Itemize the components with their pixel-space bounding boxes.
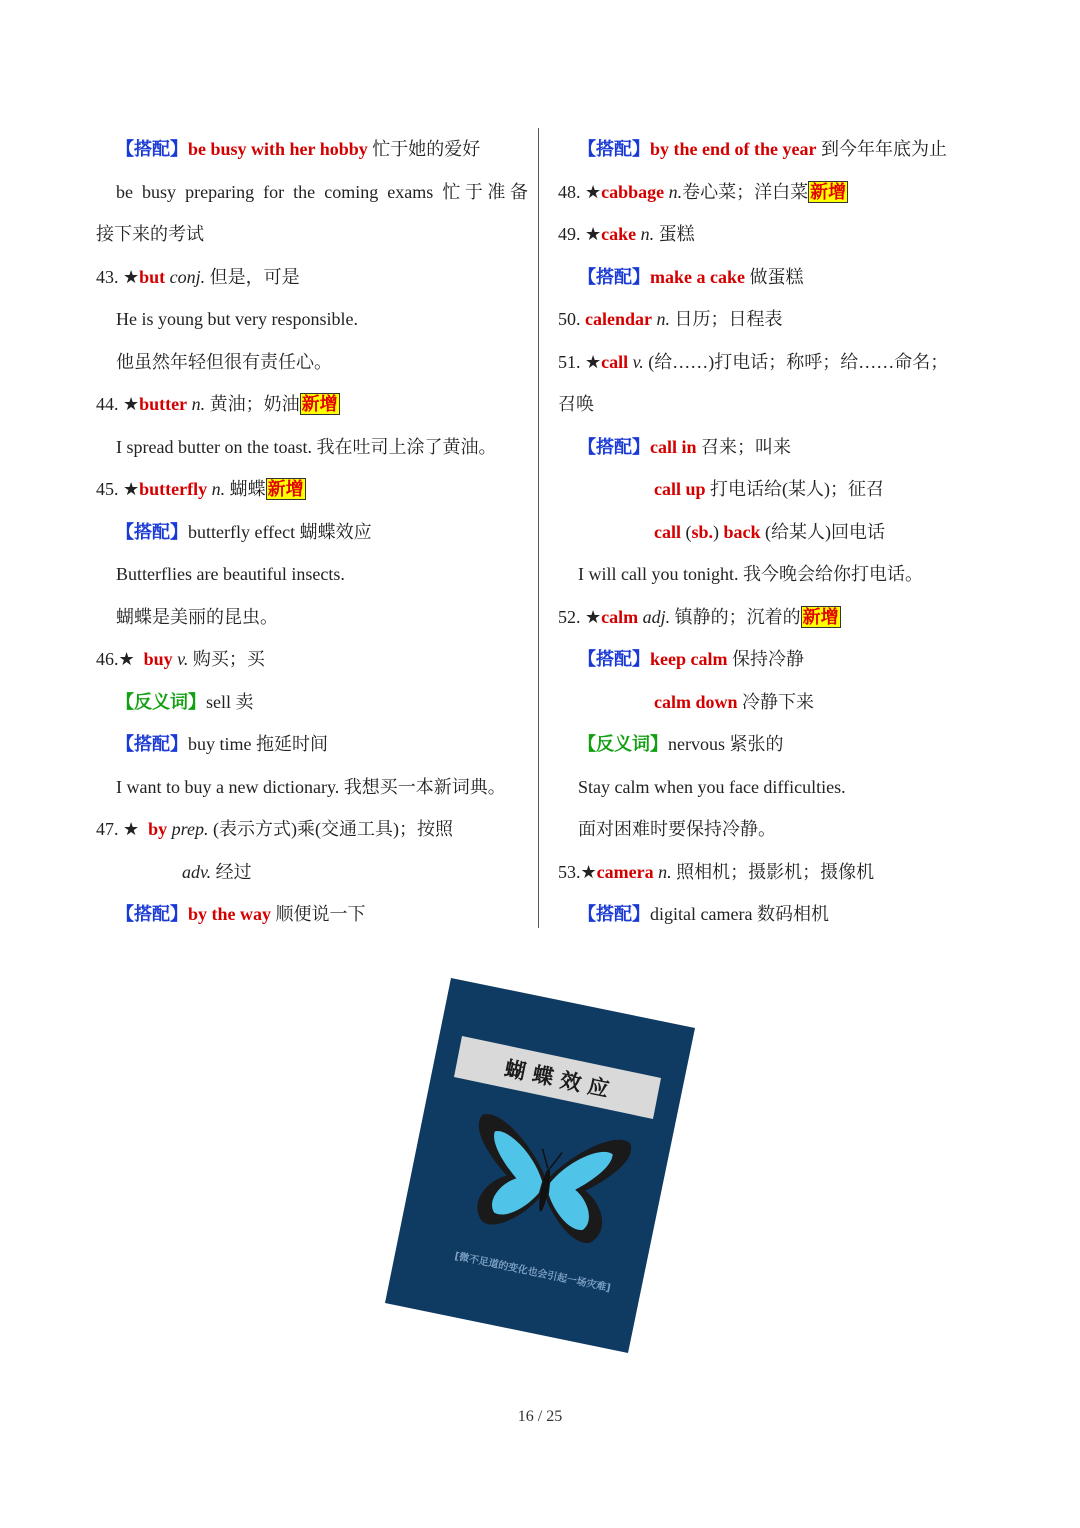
cover-title: 蝴 蝶 效 应 <box>502 1056 612 1102</box>
cover-subtitle: [微不足道的变化也会引起一场灾难] <box>453 1250 612 1295</box>
entry-butterfly: 45. ★butterfly n. 蝴蝶 新增 <box>96 479 304 499</box>
entry-calm: 52. ★calm adj. 镇静的；沉着的 新增 <box>558 606 839 627</box>
example-translation: 面对困难时要保持冷静。 <box>578 819 776 839</box>
collocation-line: 【搭配】keep calm 保持冷静 <box>578 649 804 669</box>
example-sentence: I want to buy a new dictionary. 我想买一本新词典。 <box>116 776 506 797</box>
entry-butter: 44. ★butter n. 黄油；奶油 新增 <box>96 394 338 414</box>
entry-call: 51. ★call v. (给……)打电话；称呼；给……命名； <box>558 351 949 372</box>
book-cover-image <box>385 978 695 1353</box>
column-divider <box>538 128 539 928</box>
collocation-line: 【搭配】butterfly effect 蝴蝶效应 <box>116 521 372 542</box>
new-badge: 新增 <box>802 606 839 627</box>
collocation-line: 【搭配】digital camera 数码相机 <box>578 904 829 924</box>
example-line-cont: 接下来的考试 <box>96 224 204 244</box>
example-translation: 蝴蝶是美丽的昆虫。 <box>116 606 278 627</box>
example-sentence: I will call you tonight. 我今晚会给你打电话。 <box>578 564 923 584</box>
entry-calendar: 50. calendar n. 日历；日程表 <box>558 309 783 329</box>
entry-but: 43. ★but conj. 但是，可是 <box>96 266 300 287</box>
adverb-sense: adv. 经过 <box>182 861 252 882</box>
example-line: be busy preparing for the coming exams 忙于准备 <box>116 181 528 202</box>
example-sentence: Stay calm when you face difficulties. <box>578 776 846 797</box>
collocation-line: 【搭配】by the end of the year 到今年年底为止 <box>578 139 947 159</box>
new-badge: 新增 <box>301 394 338 414</box>
entry-buy: 46.★ buy v. 购买；买 <box>96 649 265 669</box>
collocation-line: calm down 冷静下来 <box>654 691 815 712</box>
collocation-line: 【搭配】call in 召来；叫来 <box>578 436 792 457</box>
entry-call-cont: 召唤 <box>558 394 594 414</box>
new-badge: 新增 <box>810 181 847 202</box>
example-sentence: I spread butter on the toast. 我在吐司上涂了黄油。 <box>116 436 497 457</box>
collocation-line: 【搭配】make a cake 做蛋糕 <box>578 266 804 287</box>
entry-camera: 53.★camera n. 照相机；摄影机；摄像机 <box>558 861 875 882</box>
left-column <box>96 128 528 936</box>
antonym-line: 【反义词】sell 卖 <box>116 691 254 712</box>
entry-by: 47. ★ by prep. (表示方式)乘(交通工具)；按照 <box>96 819 453 839</box>
book-cover-svg <box>385 978 695 1353</box>
antonym-line: 【反义词】nervous 紧张的 <box>578 734 784 754</box>
page-number: 16 / 25 <box>517 1408 563 1425</box>
right-column <box>558 128 988 936</box>
new-badge: 新增 <box>267 479 304 499</box>
entry-cake: 49. ★cake n. 蛋糕 <box>558 224 695 244</box>
example-sentence: Butterflies are beautiful insects. <box>116 564 345 584</box>
example-translation: 他虽然年轻但很有责任心。 <box>116 351 332 372</box>
collocation-line: 【搭配】be busy with her hobby 忙于她的爱好 <box>116 139 481 159</box>
entry-cabbage: 48. ★cabbage n.卷心菜；洋白菜 新增 <box>558 181 847 202</box>
book-cover <box>385 978 695 1353</box>
collocation-line: 【搭配】buy time 拖延时间 <box>116 734 328 754</box>
collocation-line: call (sb.) back (给某人)回电话 <box>654 521 886 542</box>
example-sentence: He is young but very responsible. <box>116 309 358 329</box>
collocation-line: 【搭配】by the way 顺便说一下 <box>116 904 366 924</box>
collocation-line: call up 打电话给(某人)；征召 <box>654 479 885 499</box>
